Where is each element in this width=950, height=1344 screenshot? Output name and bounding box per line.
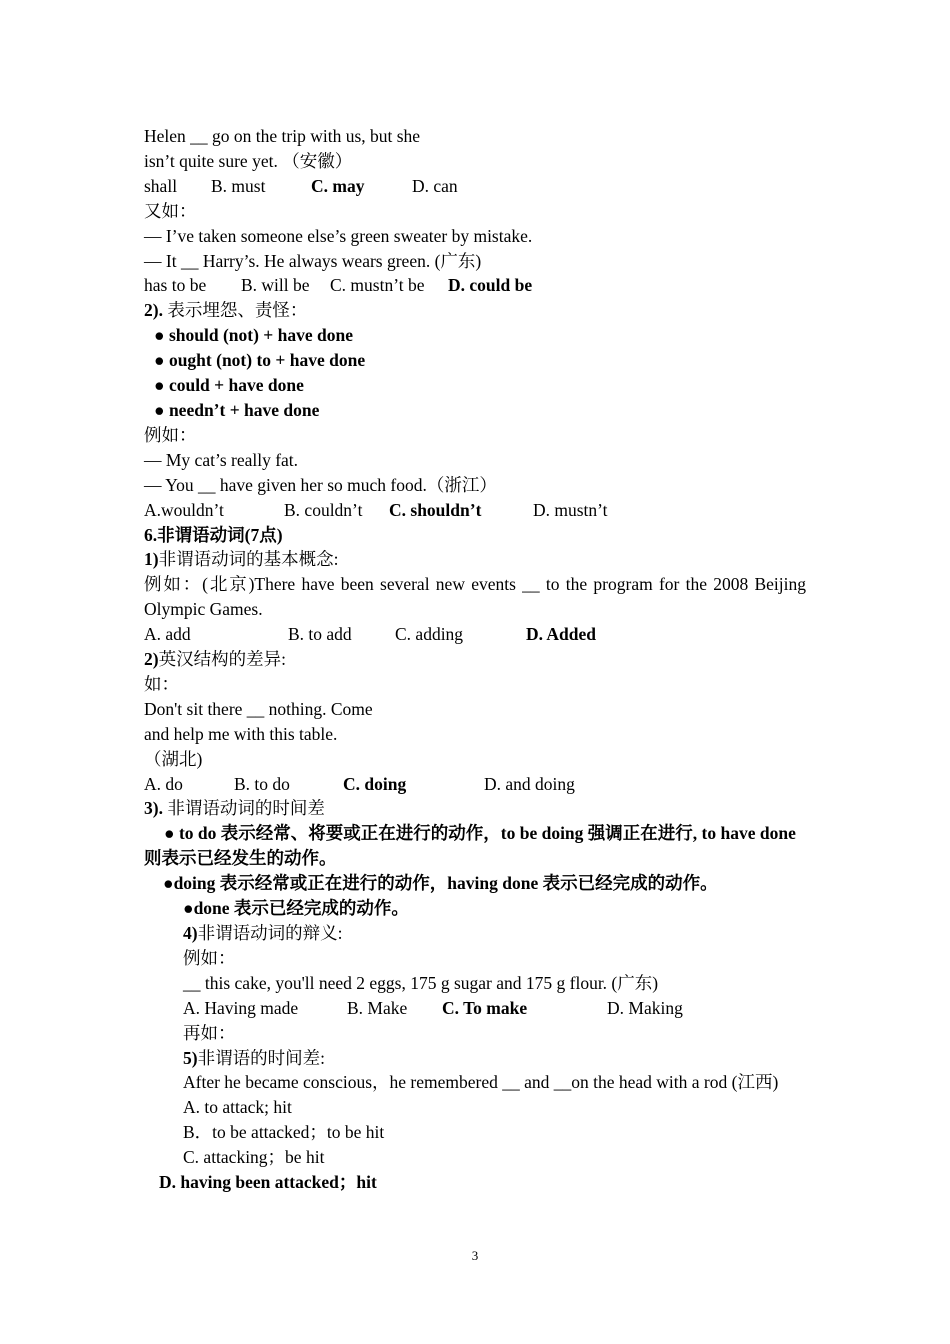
subsection-heading (144, 796, 806, 821)
option: B. to do (234, 773, 290, 794)
subsection-number: 1) (144, 549, 159, 570)
option: A.wouldn’t (144, 499, 224, 520)
option: B. Make (347, 997, 408, 1018)
answer-options (144, 174, 806, 199)
option: A. do (144, 773, 183, 794)
dialogue-line: — I’ve taken someone else’s green sweater by mistake. (144, 225, 533, 246)
subsection-title: 非谓语的时间差: (197, 1047, 325, 1068)
bullet-item: ● ought (not) to + have done (154, 350, 366, 371)
section-heading: 6.非谓语动词(7点) (144, 524, 283, 545)
option: shall (144, 175, 178, 196)
subsection-title: 英汉结构的差异: (158, 649, 286, 670)
option-correct: C. To make (442, 997, 528, 1018)
option: B．to be attacked；to be hit (183, 1122, 385, 1143)
question-line: Don't sit there __ nothing. Come (144, 698, 373, 719)
option: D. Making (607, 997, 683, 1018)
dialogue-line: — You __ have given her so much food.（浙江） (144, 474, 497, 495)
label-line: 例如： (144, 424, 197, 445)
option: D. and doing (484, 773, 575, 794)
subsection-number: 5) (183, 1047, 198, 1068)
subsection-number: 2) (144, 649, 159, 670)
subsection-heading (144, 647, 806, 672)
question-paragraph: 例如：(北京)There have been several new events __ to the program for the 2008 Beijing Olympic Games. (144, 574, 806, 620)
bullet-item: ●doing 表示经常或正在进行的动作，having done 表示已经完成的动作。 (163, 873, 718, 894)
option: C. adding (395, 624, 464, 645)
bullet-item: ● needn’t + have done (154, 399, 320, 420)
answer-options (144, 622, 806, 647)
subsection-title: 非谓语动词的时间差 (162, 798, 325, 819)
option: A. Having made (183, 997, 299, 1018)
label-line: 如： (144, 673, 179, 694)
option-correct: D. having been attacked；hit (159, 1172, 377, 1193)
option: A. to attack; hit (183, 1097, 292, 1118)
question-line: __ this cake, you'll need 2 eggs, 175 g sugar and 175 g flour. (广东) (183, 972, 659, 993)
option: B. must (211, 175, 266, 196)
subsection-number: 3). (144, 798, 163, 819)
bullet-item: ●done 表示已经完成的动作。 (183, 898, 409, 919)
subsection-heading (144, 921, 806, 946)
answer-options (144, 498, 806, 523)
bullet-item: ● to do 表示经常、将要或正在进行的动作，to be doing 强调正在进行, to have done (164, 823, 796, 844)
question-line: and help me with this table. (144, 723, 338, 744)
page-number: 3 (471, 1248, 479, 1263)
answer-options (144, 996, 806, 1021)
label-line: 例如： (183, 947, 236, 968)
option: A. add (144, 624, 191, 645)
option-correct: C. may (311, 175, 365, 196)
bullet-item-continued: 则表示已经发生的动作。 (144, 848, 337, 869)
question-line: Helen __ go on the trip with us, but she (144, 126, 421, 146)
question-paragraph: After he became conscious，he remembered __ and __on the head with a rod (江西) (183, 1072, 779, 1093)
option-correct: C. doing (343, 773, 407, 794)
answer-options (144, 273, 806, 298)
bullet-item: ● should (not) + have done (154, 325, 353, 346)
option-correct: D. Added (526, 624, 597, 645)
option: B. to add (288, 624, 352, 645)
option: D. mustn’t (533, 499, 608, 520)
question-line: isn’t quite sure yet. （安徽） (144, 150, 353, 171)
option: C. mustn’t be (330, 275, 425, 296)
section-title: 表示埋怨、责怪： (162, 300, 308, 321)
answer-options (144, 772, 806, 797)
label-line: 再如： (183, 1022, 236, 1043)
option: D. can (412, 175, 458, 196)
section-number: 2). (144, 300, 163, 321)
subsection-number: 4) (183, 923, 198, 943)
option: B. couldn’t (284, 499, 363, 520)
subsection-title: 非谓语动词的基本概念: (158, 549, 339, 570)
option-correct: D. could be (448, 275, 533, 296)
label-line: 又如： (144, 200, 197, 221)
option: B. will be (241, 275, 310, 296)
dialogue-line: — It __ Harry’s. He always wears green. (广东) (144, 250, 482, 271)
subsection-heading (144, 547, 806, 572)
page-content (144, 124, 806, 1195)
question-source: （湖北) (144, 748, 203, 769)
option-correct: C. shouldn’t (389, 499, 482, 520)
option: has to be (144, 275, 207, 296)
subsection-title: 非谓语动词的辩义: (197, 923, 343, 943)
option: C. attacking；be hit (183, 1147, 325, 1168)
section-heading (144, 298, 806, 323)
dialogue-line: — My cat’s really fat. (144, 449, 299, 470)
subsection-heading (144, 1046, 806, 1071)
bullet-item: ● could + have done (154, 375, 304, 396)
